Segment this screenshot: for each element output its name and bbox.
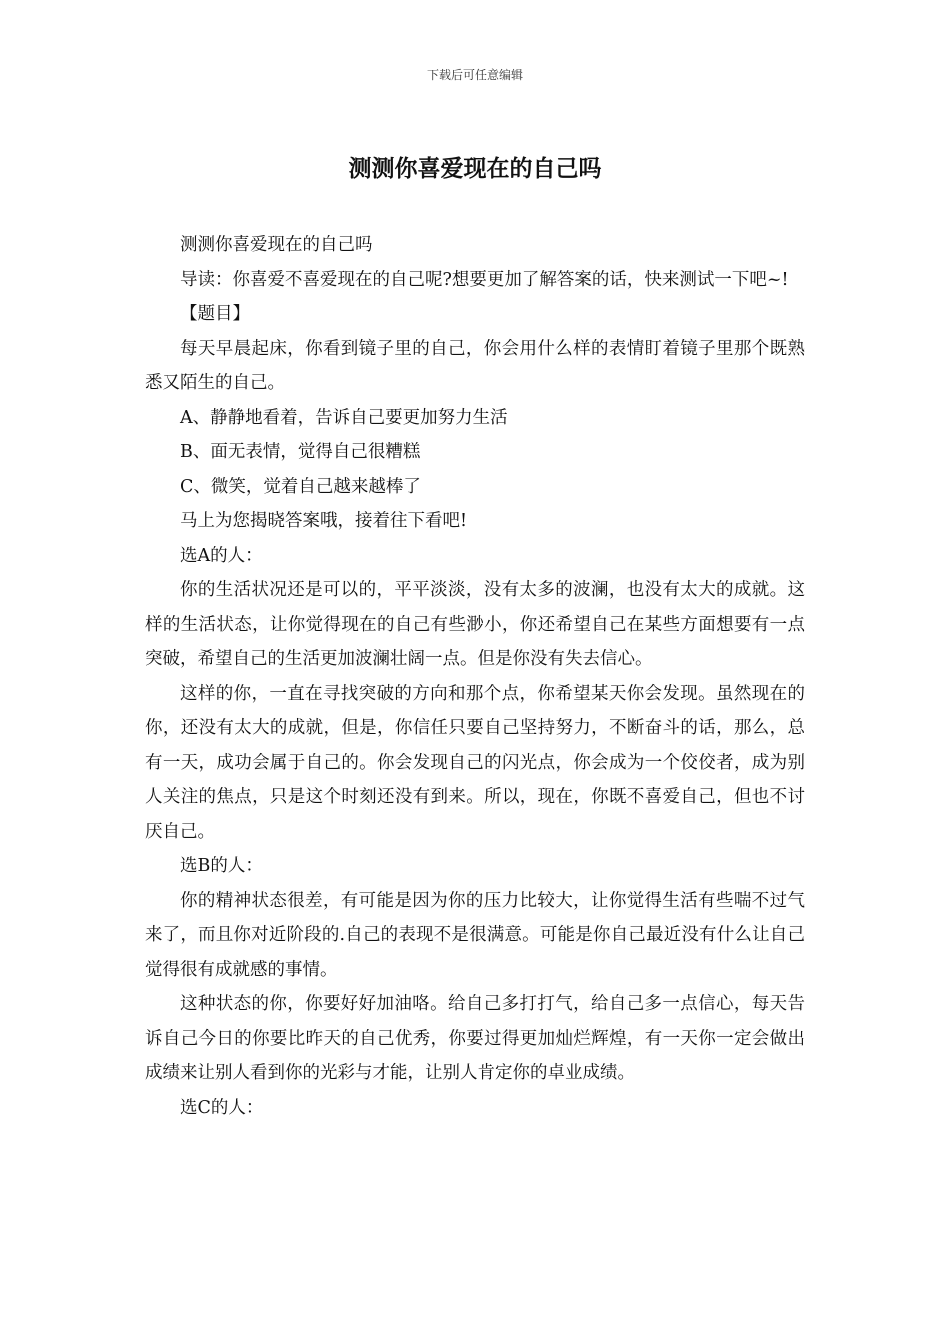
paragraph-option-c: C、微笑，觉着自己越来越棒了 [180,476,421,497]
paragraph-answer-c-heading: 选C的人： [180,1097,264,1118]
paragraph-question-heading: 【题目】 [180,304,250,324]
paragraph-answer-a-heading: 选A的人： [180,545,263,566]
paragraph-question: 每天早晨起床，你看到镜子里的自己，你会用什么样的表情盯着镜子里那个既熟悉又陌生的自己。 [145,338,805,393]
paragraph-answer-a-1: 你的生活状况还是可以的，平平淡淡，没有太多的波澜，也没有太大的成就。这样的生活状态，让你觉得现在的自己有些渺小，你还希望自己在某些方面想要有一点突破，希望自己的生活更加波澜壮阔一点。但是你没有失去信心。 [145,580,805,669]
paragraph-answer-b-heading: 选B的人： [180,856,263,876]
paragraph-answer-b-2: 这种状态的你，你要好好加油咯。给自己多打打气，给自己多一点信心，每天告诉自己今日的你要比昨天的自己优秀，你要过得更加灿烂辉煌，有一天你一定会做出成绩来让别人看到你的光彩与才能，让别人肯定你的卓业成绩。 [145,994,805,1083]
paragraph-option-a: A、静静地看着，告诉自己要更加努力生活 [180,407,508,428]
paragraph-intro: 导读：你喜爱不喜爱现在的自己呢?想要更加了解答案的话，快来测试一下吧~! [180,269,789,290]
document-body [145,228,805,1125]
page-header: 下载后可任意编辑 [426,68,523,82]
paragraph-option-b: B、面无表情，觉得自己很糟糕 [180,442,421,462]
paragraph-subtitle: 测测你喜爱现在的自己吗 [180,235,373,255]
paragraph-answer-a-2: 这样的你，一直在寻找突破的方向和那个点，你希望某天你会发现。虽然现在的你，还没有太大的成就，但是，你信任只要自己坚持努力，不断奋斗的话，那么，总有一天，成功会属于自己的。你会发现自己的闪光点，你会成为一个佼佼者，成为别人关注的焦点，只是这个时刻还没有到来。所以，现在，你既不喜爱自己，但也不讨厌自己。 [145,683,805,842]
paragraph-answer-b-1: 你的精神状态很差，有可能是因为你的压力比较大，让你觉得生活有些喘不过气来了，而且你对近阶段的.自己的表现不是很满意。可能是你自己最近没有什么让自己觉得很有成就感的事情。 [145,890,805,980]
paragraph-answer-intro: 马上为您揭晓答案哦，接着往下看吧! [180,511,468,531]
document-title: 测测你喜爱现在的自己吗 [348,155,602,182]
